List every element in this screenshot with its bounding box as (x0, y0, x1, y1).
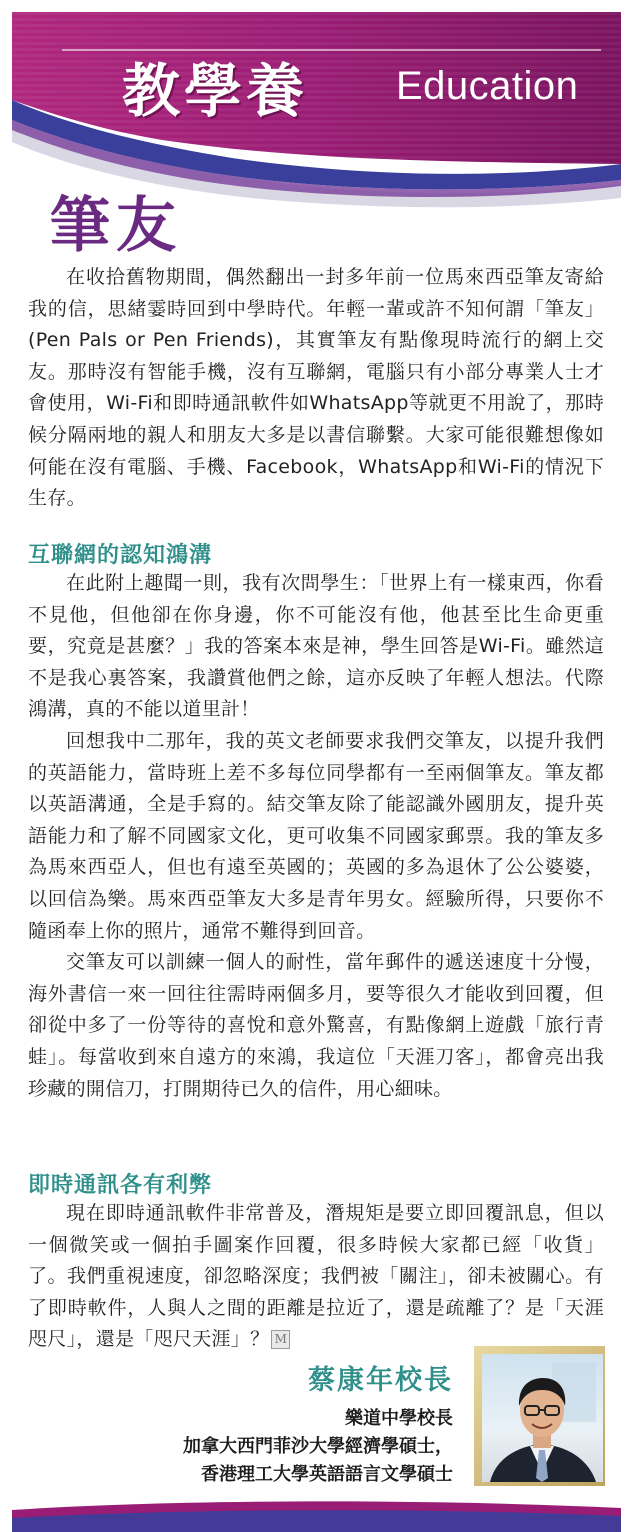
intro-block (28, 262, 604, 515)
author-name: 蔡康年校長 (308, 1365, 453, 1396)
portrait-photo-icon (482, 1354, 603, 1482)
author-title: 樂道中學校長 (345, 1408, 453, 1429)
article-title: 筆友 (50, 191, 182, 261)
section1-block (28, 568, 604, 1105)
section1-heading: 互聯網的認知鴻溝 (28, 542, 213, 568)
section1-paragraph: 回想我中二那年，我的英文老師要求我們交筆友，以提升我們的英語能力，當時班上差不多每位同學都有一至兩個筆友。筆友都以英語溝通，全是手寫的。結交筆友除了能認識外國朋友，提升英語能力和了解不同國家文化，更可收集不同國家郵票。我的筆友多為馬來西亞人，但也有遠至英國的；英國的多為退休了公公婆婆，以回信為樂。馬來西亞筆友大多是青年男女。經驗所得，只要你不隨函奉上你的照片，通常不難得到回音。 (28, 729, 604, 942)
section-title-cjk: 教學養 (122, 57, 309, 125)
section-title-en: Education (396, 64, 579, 108)
section2-text: 現在即時通訊軟件非常普及，潛規矩是要立即回覆訊息，但以一個微笑或一個拍手圖案作回覆，很多時候大家都已經「收貨」了。我們重視速度，卻忽略深度；我們被「關注」，卻未被關心。有了即時軟件，人與人之間的距離是拉近了，還是疏離了？是「天涯咫尺」，還是「咫尺天涯」？ (28, 1202, 604, 1351)
end-mark-icon: M (271, 1330, 290, 1349)
section2-block (28, 1198, 604, 1356)
intro-paragraph: 在收拾舊物期間，偶然翻出一封多年前一位馬來西亞筆友寄給我的信，思緒霎時回到中學時代。年輕一輩或許不知何謂「筆友」(Pen Pals or Pen Friends)，其實筆友有點像現時流行的網上交友。那時沒有智能手機，沒有互聯網，電腦只有小部分專業人士才會使用，Wi-Fi和即時通訊軟件如WhatsApp等就更不用說了，那時候分隔兩地的親人和朋友大多是以書信聯繫。大家可能很難想像如何能在沒有電腦、手機、Facebook，WhatsApp和Wi-Fi的情況下生存。 (28, 266, 604, 510)
section1-paragraph: 交筆友可以訓練一個人的耐性，當年郵件的遞送速度十分慢，海外書信一來一回往往需時兩個多月，要等很久才能收到回覆，但卻從中多了一份等待的喜悅和意外驚喜，有點像網上遊戲「旅行青蛙」。每當收到來自遠方的來鴻，我這位「天涯刀客」，都會亮出我珍藏的開信刀，打開期待已久的信件，用心細味。 (28, 951, 604, 1100)
section2-paragraph (28, 1198, 604, 1356)
author-degree: 加拿大西門菲沙大學經濟學碩士， (183, 1436, 453, 1457)
author-block (183, 1358, 453, 1489)
footer-band (12, 1496, 621, 1532)
author-degree: 香港理工大學英語語言文學碩士 (201, 1464, 453, 1485)
section1-paragraph: 在此附上趣聞一則，我有次問學生：「世界上有一樣東西，你看不見他，但他卻在你身邊，你不可能沒有他，他甚至比生命更重要，究竟是甚麼？」我的答案本來是神，學生回答是Wi-Fi。雖然這不是我心裏答案，我讚賞他們之餘，這亦反映了年輕人想法。代際鴻溝，真的不能以道里計！ (28, 572, 604, 721)
section2-heading: 即時通訊各有利弊 (28, 1172, 213, 1198)
